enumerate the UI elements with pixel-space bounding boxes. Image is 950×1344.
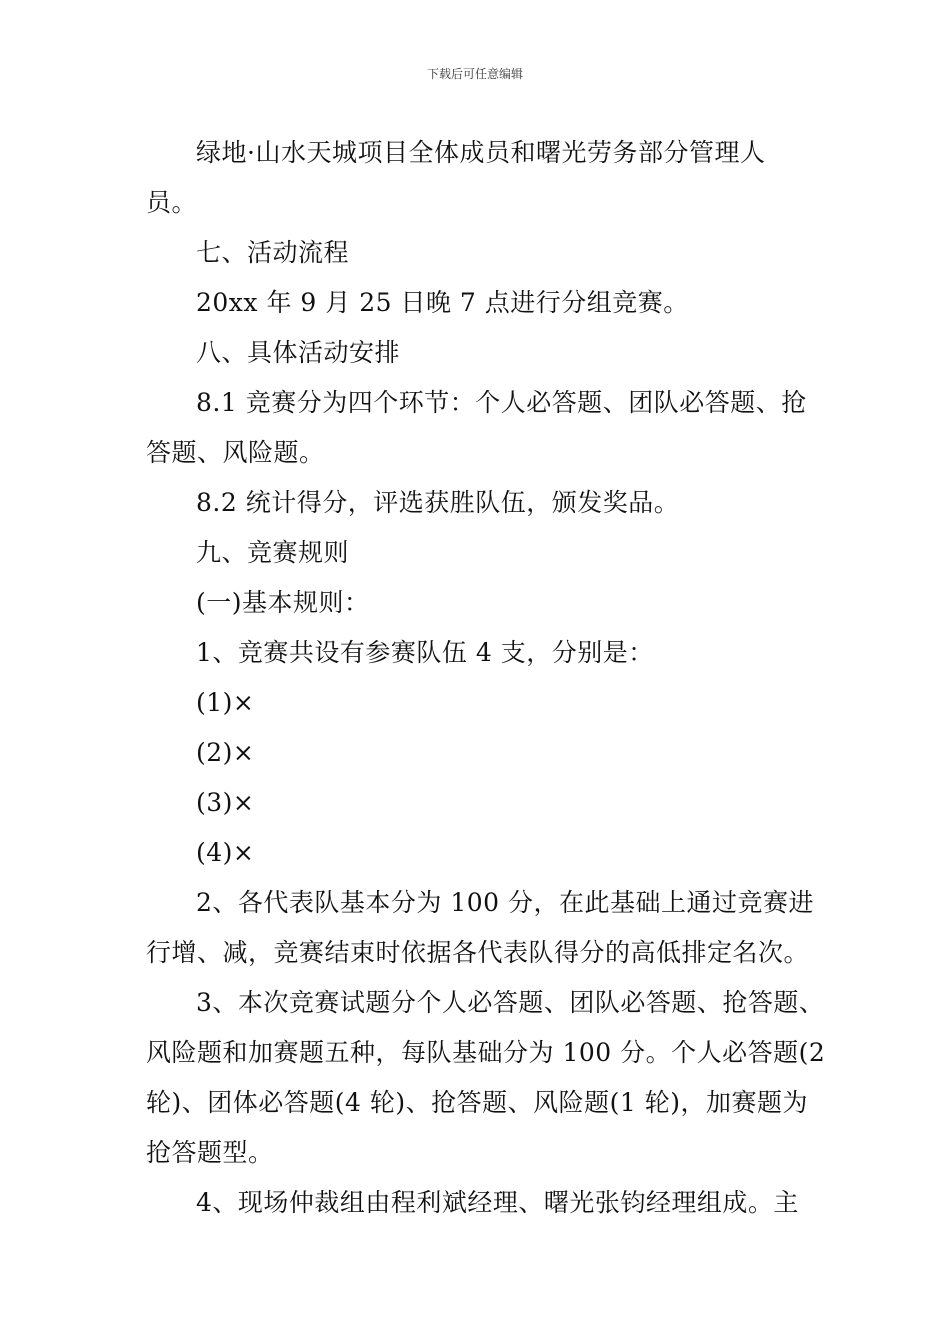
text-line: 七、活动流程 — [196, 238, 350, 267]
document-body — [146, 128, 826, 1228]
text-line: 答题、风险题。 — [146, 438, 325, 467]
text-line: (一)基本规则： — [196, 588, 370, 617]
text-line: (3)× — [196, 788, 255, 817]
text-line: 抢答题型。 — [146, 1138, 274, 1167]
text-line: 2、各代表队基本分为 100 分，在此基础上通过竞赛进 — [196, 888, 815, 917]
text-line: 九、竞赛规则 — [196, 538, 350, 567]
text-line: 8.2 统计得分，评选获胜队伍，颁发奖品。 — [196, 488, 680, 517]
text-line: 八、具体活动安排 — [196, 338, 401, 367]
text-line: 4、现场仲裁组由程利斌经理、曙光张钧经理组成。主 — [196, 1188, 799, 1217]
text-line: 风险题和加赛题五种，每队基础分为 100 分。个人必答题(2 — [146, 1038, 826, 1067]
text-line: (1)× — [196, 688, 255, 717]
text-line: (4)× — [196, 838, 255, 867]
text-line: 1、竞赛共设有参赛队伍 4 支，分别是： — [196, 638, 654, 667]
text-line: 绿地·山水天城项目全体成员和曙光劳务部分管理人 — [196, 138, 766, 167]
text-line: 轮)、团体必答题(4 轮)、抢答题、风险题(1 轮)，加赛题为 — [146, 1088, 808, 1117]
text-line: 员。 — [146, 188, 198, 217]
text-line: 20xx 年 9 月 25 日晚 7 点进行分组竞赛。 — [196, 288, 689, 317]
text-line: (2)× — [196, 738, 255, 767]
text-line: 8.1 竞赛分为四个环节：个人必答题、团队必答题、抢 — [196, 388, 807, 417]
text-line: 3、本次竞赛试题分个人必答题、团队必答题、抢答题、 — [196, 988, 825, 1017]
text-line: 行增、减，竞赛结束时依据各代表队得分的高低排定名次。 — [146, 938, 810, 967]
page-header: 下载后可任意编辑 — [426, 67, 523, 81]
